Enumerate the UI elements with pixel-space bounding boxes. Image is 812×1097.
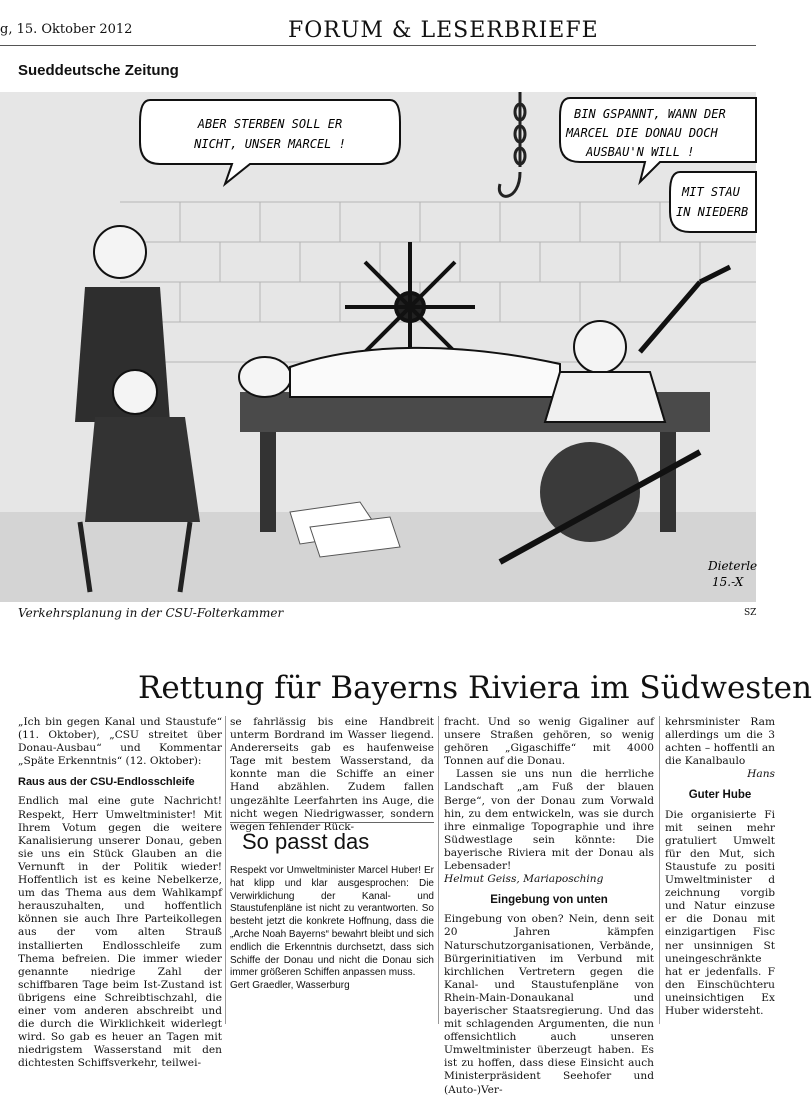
letter-body: fracht. Und so wenig Gigaliner auf unsere Straßen gehören, so wenig gehören „Gigaschiffe“ mit 4000 Tonnen auf die Donau.: [444, 716, 654, 768]
cartoon-caption: Verkehrsplanung in der CSU-Folterkammer: [18, 606, 284, 620]
bubble-right-line2: MARCEL DIE DONAU DOCH: [566, 126, 718, 140]
letter-signature: Helmut Geiss, Mariaposching: [444, 873, 604, 886]
letter-body: kehrsminister Ram allerdings um die 3 achten – hoffentli an die Kanalbaulo: [665, 716, 775, 768]
header-rule: [0, 45, 756, 46]
victim-head: [239, 357, 291, 397]
clerk-body: [85, 417, 200, 522]
cartoon-credit: SZ: [744, 608, 757, 618]
letter-subhead: Raus aus der CSU-Endlosschleife: [18, 776, 195, 789]
article-headline: Rettung für Bayerns Riviera im Südwesten: [138, 670, 812, 706]
letter-subhead: Eingebung von unten: [490, 894, 608, 907]
box-title: So passt das: [242, 829, 370, 854]
box-signature: Gert Graedler, Wasserburg: [230, 980, 350, 992]
letter-body: Eingebung von oben? Nein, denn seit 20 Jahren kämpfen Naturschutzorganisationen, Verbände, Bürgerinitiativen im Verbund mit kirchlichen Vertretern gegen die Kanal- und Staustufenpläne von Rhein-Main-Donaukanal und bayerischer Staatsregierung. Und das mit schlagenden Argumenten, die nun offensichtlich auch unseren Umweltminister überzeugt haben. Es ist zu hoffen, dass diese Einsicht auch Ministerpräsident Seehofer und (Auto-)Ver-: [444, 913, 654, 1096]
section-title: FORUM & LESERBRIEFE: [288, 18, 599, 43]
box-body: Respekt vor Umweltminister Marcel Huber! Er hat klipp und klar ausgesprochen: Die Verwirklichung der Kanal- und Staustufenpläne ist nicht zu verantworten. So besteht jetzt die konkrete Hoffnung, dass die „Arche Noah Bayerns“ bewahrt bleibt und sich endlich die Erkenntnis durchsetzt, dass sich Schiffe der Donau und nicht die Donau sich immer größeren Schiffen anpassen muss.: [230, 865, 434, 979]
letter-intro: „Ich bin gegen Kanal und Staustufe“ (11. Oktober), „CSU streitet über Donau-Ausbau“ und Kommentar „Späte Erkenntnis“ (12. Oktober):: [18, 716, 222, 768]
letter-box: [230, 822, 434, 993]
letter-signature: Hans: [747, 768, 775, 781]
man-left-head: [94, 226, 146, 278]
letter-subhead: Guter Hube: [688, 789, 752, 802]
man-right-head: [574, 321, 626, 373]
bubble-right-line1: BIN GSPANNT, WANN DER: [574, 107, 726, 121]
article-column-4: [665, 716, 775, 1018]
editorial-cartoon: [0, 92, 756, 602]
column-divider: [438, 716, 439, 1024]
article-column-1: [18, 716, 222, 1070]
newspaper-source: Sueddeutsche Zeitung: [18, 62, 179, 79]
speech-bubble-right-bottom: [670, 172, 756, 232]
clerk-head: [113, 370, 157, 414]
letter-body: Die organisierte Fi mit seinen mehr gratuliert Umwelt für den Mut, sich Staustufe zu positi Umweltminister d zeichnung vorgib und Natur einzuse er die Donau mit einzigartigen Fisc ner unsinnigen St uneingeschränkte hat er jedenfalls. F den Einschüchteru uneinsichtigen Ex Huber widersteht.: [665, 808, 775, 1017]
bubble-right-line3: AUSBAU'N WILL !: [586, 145, 695, 159]
bubble-right2-line1: MIT STAU: [682, 185, 740, 199]
column-divider: [659, 716, 660, 1024]
letter-body: Lassen sie uns nun die herrliche Landschaft „am Fuß der blauen Berge“, von der Donau zum Vorwald hin, zu dem entwickeln, was sie durch ihre einmalige Topographie und ihre Südwestlage sein könnte: Die bayerische Riviera mit der Donau als Lebensader!: [444, 768, 654, 873]
article-column-2: [230, 716, 434, 834]
column-divider: [225, 716, 226, 1024]
bubble-left-line2: NICHT, UNSER MARCEL !: [194, 137, 346, 151]
bubble-right2-line2: IN NIEDERB: [676, 205, 749, 219]
man-right-body: [545, 372, 665, 422]
bubble-left-line1: ABER STERBEN SOLL ER: [197, 117, 343, 131]
letter-body: se fahrlässig bis eine Handbreit unterm Bordrand im Wasser liegend. Andererseits gab es haufenweise Tage mit bestem Wasserstand, da konnte man die Schiffe an einer Hand abzählen. Zudem fallen ungezählte Leerfahrten ins Auge, die nicht wegen Niedrigwasser, sondern wegen fehlender Rück-: [230, 716, 434, 833]
cartoonist-signature: Dieterle: [708, 559, 758, 573]
letter-body: Endlich mal eine gute Nachricht! Respekt, Herr Umweltminister! Mit Ihrem Votum gegen die weitere Kanalisierung unserer Donau, geben sie uns ein Stück Glauben an die Vernunft in der Politik wieder! Hoffentlich ist es keine Nebelkerze, um das Thema aus dem Wahlkampf herauszuhalten, und hoffentlich können sie auch Ihre Parteikollegen aus der vom alten Strauß installierten Endlosschleife zum Thema befreien. Die immer wieder genannte niedrige Zahl der schiffbaren Tage beim Ist-Zustand ist übrigens eine Schreibtischzahl, die einer vom anderen abschreibt und die durch die Wirklichkeit widerlegt wird. So gab es heuer an Tagen mit niedrigstem Wasserstand mit den dichtesten Schiffsverkehr, teilwei-: [18, 795, 222, 1070]
issue-date: g, 15. Oktober 2012: [0, 22, 133, 37]
cartoon-date: 15.-X: [712, 575, 744, 589]
article-column-3: [444, 716, 654, 1097]
